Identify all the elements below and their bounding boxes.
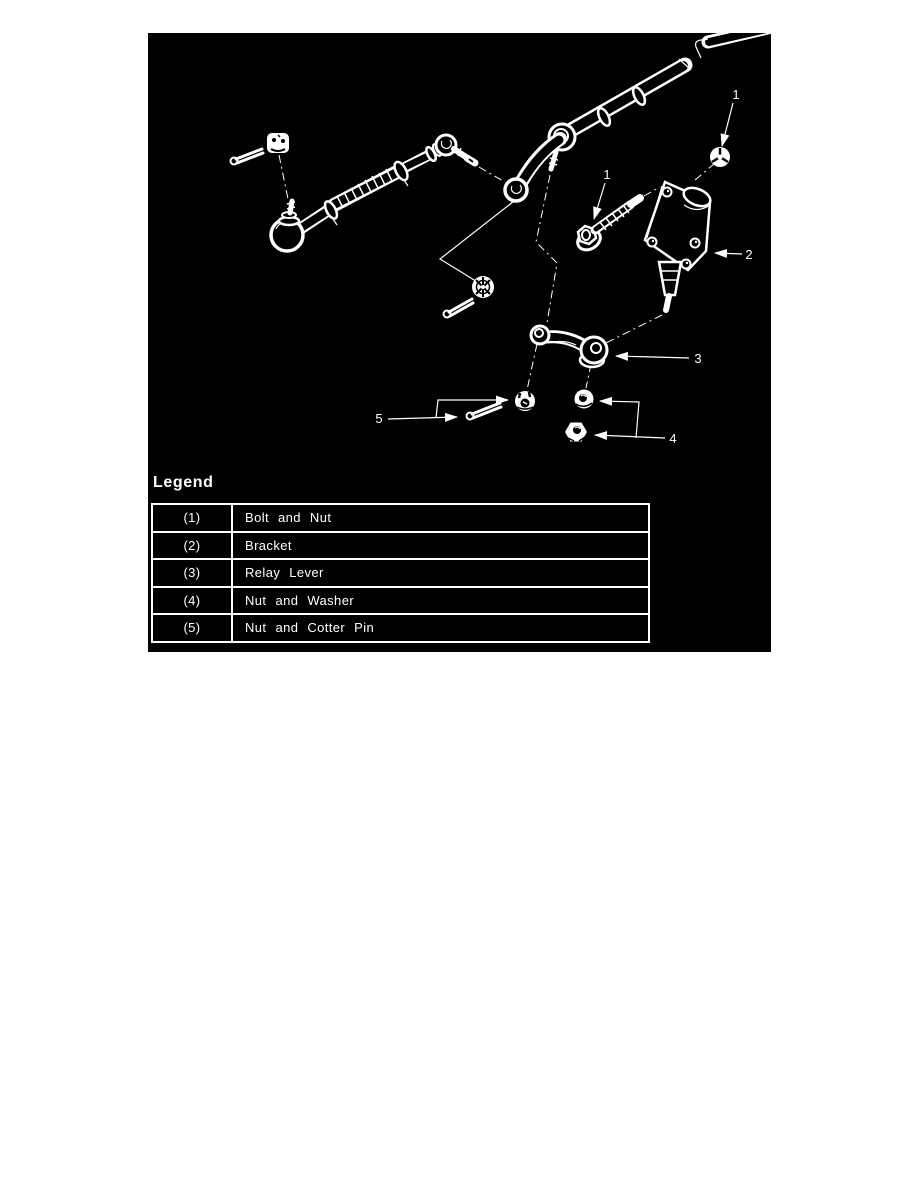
legend-row [152, 504, 649, 532]
legend-row [152, 559, 649, 587]
exploded-view-diagram [148, 33, 771, 473]
callout-2: 2 [745, 247, 753, 262]
castle-nut-5 [515, 391, 535, 411]
broken-rod-end [696, 33, 771, 58]
center-link [505, 59, 690, 201]
callout-4: 4 [669, 431, 677, 446]
legend-row-number: (1) [152, 504, 232, 532]
cotter-pin-upper-left [231, 149, 264, 165]
nut-1 [710, 147, 730, 167]
legend-row-label: Bolt and Nut [232, 504, 649, 532]
legend-row-label: Relay Lever [232, 559, 649, 587]
legend-row-label: Bracket [232, 532, 649, 560]
relay-lever-3 [531, 326, 607, 367]
legend-row-number: (3) [152, 559, 232, 587]
legend-row [152, 587, 649, 615]
legend-row [152, 532, 649, 560]
legend-title: Legend [153, 474, 214, 491]
cotter-pin-center [444, 299, 474, 318]
washer-4 [575, 390, 594, 409]
legend-row [152, 614, 649, 642]
callout-3: 3 [694, 351, 702, 366]
legend-table [151, 503, 650, 643]
castle-nut-center [472, 276, 494, 298]
legend-row-number: (4) [152, 587, 232, 615]
callout-1-mid: 1 [603, 167, 611, 182]
callout-5: 5 [375, 411, 383, 426]
association-lines [279, 155, 714, 390]
cotter-pin-5 [467, 403, 502, 420]
figure-panel [148, 33, 771, 652]
nut-4 [565, 423, 587, 442]
bolt-1 [574, 198, 640, 254]
legend-row-label: Nut and Washer [232, 587, 649, 615]
castle-nut-upper-left [267, 133, 289, 153]
legend-row-number: (5) [152, 614, 232, 642]
tie-rod-assembly [271, 135, 475, 251]
bracket-2 [645, 182, 713, 310]
legend-row-label: Nut and Cotter Pin [232, 614, 649, 642]
callout-1-top: 1 [732, 87, 740, 102]
legend-row-number: (2) [152, 532, 232, 560]
